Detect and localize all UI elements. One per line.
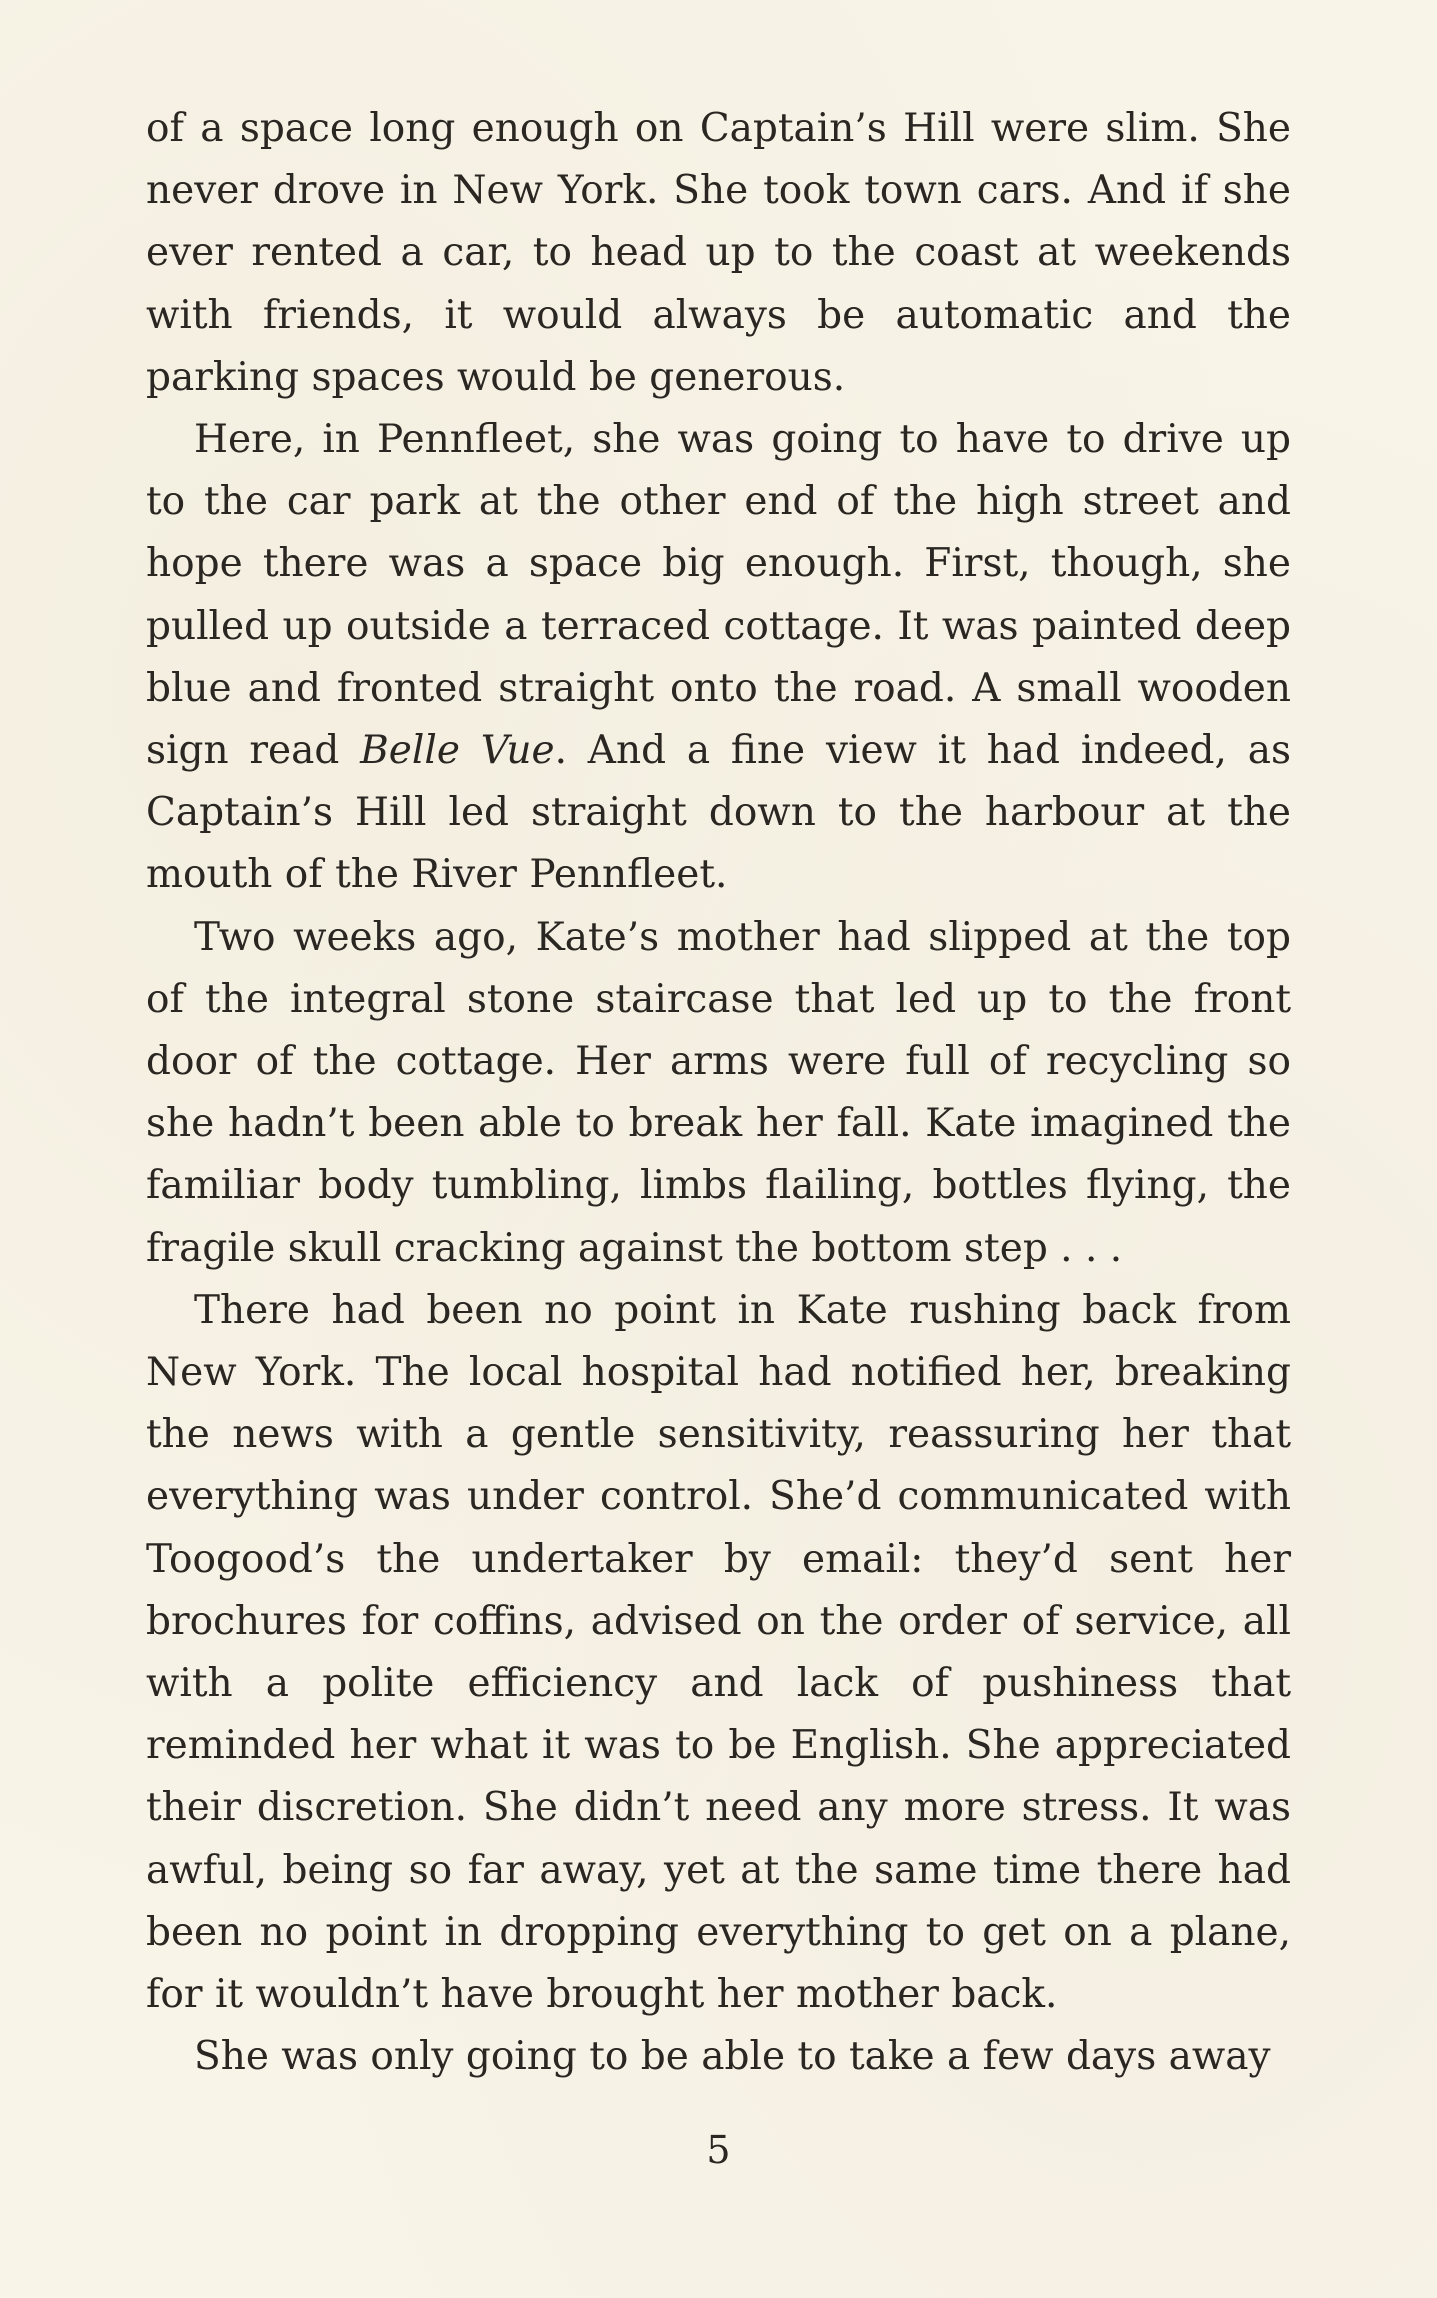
paragraph-1-text: of a space long enough on Captain’s Hill were slim. She never drove in New York. She took town cars. And if she ever rented a car, to head up to the coast at weekends with friends, it would always be automatic and the parking spaces would be generous.	[146, 106, 1291, 400]
paragraph-2-text-end: . And a fine view it had indeed, as Captain’s Hill led straight down to the harbour at the mouth of the River Pennfleet.	[146, 728, 1291, 898]
paragraph-2-text-start: Here, in Pennfleet, she was going to have to drive up to the car park at the other end of the high street and hope there was a space big enough. First, though, she pulled up outside a terraced cottage. It was painted deep blue and fronted straight onto the road. A small wooden sign read	[146, 417, 1291, 774]
page-number: 5	[706, 2128, 731, 2172]
paragraph-5-text: She was only going to be able to take a few days away	[194, 2034, 1271, 2080]
paragraph-3	[146, 907, 1291, 1280]
paragraph-4	[146, 1280, 1291, 2026]
paragraph-2-italic-title: Belle Vue	[360, 728, 555, 774]
paragraph-4-text: There had been no point in Kate rushing back from New York. The local hospital had notified her, breaking the news with a gentle sensitivity, reassuring her that everything was under control. She’d communicated with Toogood’s the undertaker by email: they’d sent her brochures for coffins, advised on the order of service, all with a polite efficiency and lack of pushiness that reminded her what it was to be English. She appreciated their discretion. She didn’t need any more stress. It was awful, being so far away, yet at the same time there had been no point in dropping everything to get on a plane, for it wouldn’t have brought her mother back.	[146, 1287, 1291, 2018]
paragraph-1	[146, 98, 1291, 409]
body-text	[146, 98, 1291, 2089]
paragraph-3-text: Two weeks ago, Kate’s mother had slipped at the top of the integral stone staircase that led up to the front door of the cottage. Her arms were full of recycling so she hadn’t been able to break her fall. Kate imagined the familiar body tumbling, limbs flailing, bottles flying, the fragile skull cracking against the bottom step . . .	[146, 914, 1291, 1271]
paragraph-2	[146, 409, 1291, 907]
paragraph-5	[146, 2026, 1291, 2088]
